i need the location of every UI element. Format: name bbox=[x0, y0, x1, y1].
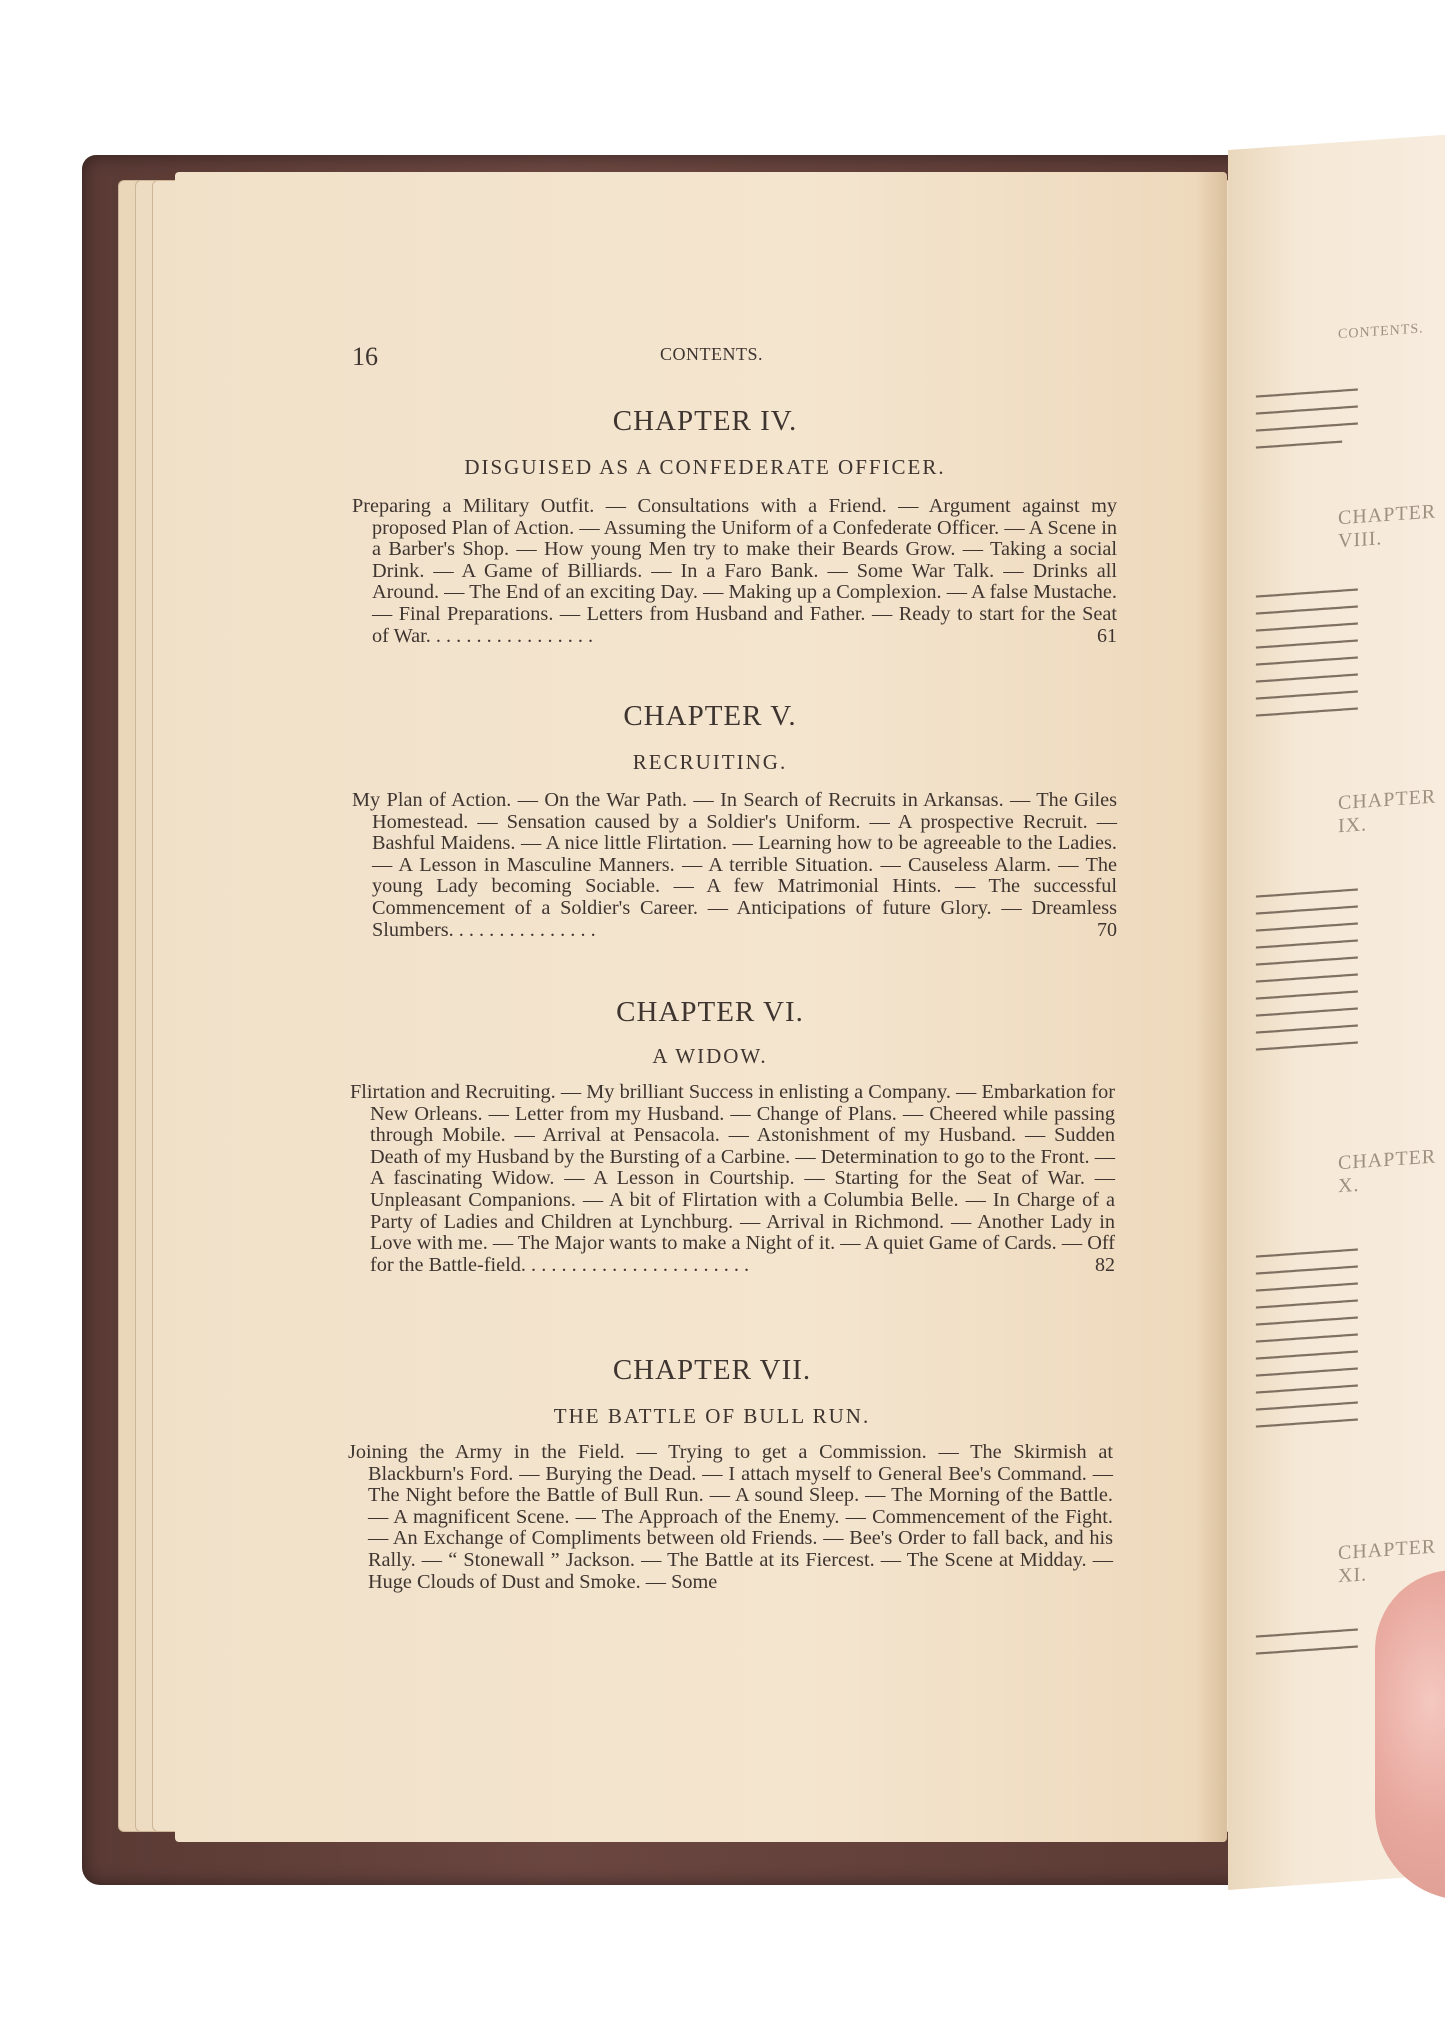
facing-text-block: ━━━━━━━━━━━━━ ━━━━━━━━━━━━━ ━━━━━━━━━━━━━ ━━━━━━━━━━━ bbox=[1256, 381, 1358, 456]
chapter-summary bbox=[348, 1442, 1113, 1593]
chapter-summary bbox=[352, 496, 1117, 647]
chapter-summary bbox=[350, 1082, 1115, 1276]
chapter-subtitle: RECRUITING. bbox=[632, 750, 788, 774]
facing-chapter-head: CHAPTER VIII. bbox=[1338, 500, 1437, 553]
chapter-summary-text: My Plan of Action. — On the War Path. — In Search of Recruits in Arkansas. — The Giles Homestead. — Sensation caused by a Soldier's Uniform. — A prospective Recruit. — Bashful Maidens. — A nice little Flirtation. — Learning how to be agreeable to the Ladies. — A Lesson in Masculine Manners. — A terrible Situation. — Causeless Alarm. — The young Lady becoming Sociable. — A few Matrimonial Hints. — The successful Commencement of a Soldier's Career. — Anticipations of future Glory. — Dreamless Slumbers. . . . . . . . . . . . . . . bbox=[352, 789, 1117, 941]
chapter-title: CHAPTER VI. bbox=[616, 996, 804, 1028]
facing-text-block: ━━━━━━━━━━━━━ ━━━━━━━━━━━━━ ━━━━━━━━━━━━━ ━━━━━━━━━━━━━ ━━━━━━━━━━━━━ ━━━━━━━━━━━━━ ━━━━━━━━━━━━━ ━━━━━━━━━━━━━ ━━━━━━━━━━━━━ ━━━━━━━━━━━━━ bbox=[1256, 881, 1358, 1058]
running-head: CONTENTS. bbox=[660, 344, 763, 364]
chapter-subtitle: DISGUISED AS A CONFEDERATE OFFICER. bbox=[464, 455, 946, 479]
chapter-summary-text: Flirtation and Recruiting. — My brilliant Success in enlisting a Company. — Embarkation for New Orleans. — Letter from my Husband. — Change of Plans. — Cheered while passing through Mobile. — Arrival at Pensacola. — Astonishment of my Husband. — Sudden Death of my Husband by the Bursting of a Carbine. — Determination to go to the Front. — A fascinating Widow. — A Lesson in Courtship. — Starting for the Seat of War. — Unpleasant Companions. — A bit of Flirtation with a Columbia Belle. — In Charge of a Party of Ladies and Children at Lynchburg. — Arrival in Richmond. — Another Lady in Love with me. — The Major wants to make a Night of it. — A quiet Game of Cards. — Off for the Battle-field. . . . . . . . . . . . . . . . . . . . . . . bbox=[350, 1081, 1115, 1276]
facing-running-head: CONTENTS. bbox=[1338, 321, 1424, 343]
chapter-title: CHAPTER VII. bbox=[612, 1354, 812, 1386]
chapter-summary bbox=[352, 790, 1117, 941]
thumb bbox=[1375, 1570, 1445, 1900]
facing-chapter-head: CHAPTER IX. bbox=[1338, 785, 1437, 838]
chapter-summary-text: Preparing a Military Outfit. — Consultations with a Friend. — Argument against my proposed Plan of Action. — Assuming the Uniform of a Confederate Officer. — A Scene in a Barber's Shop. — How young Men try to make their Beards Grow. — Taking a social Drink. — A Game of Billiards. — In a Faro Bank. — Some War Talk. — Drinks all Around. — The End of an exciting Day. — Making up a Complexion. — A false Mustache. — Final Preparations. — Letters from Husband and Father. — Ready to start for the Seat of War. . . . . . . . . . . . . . . . . bbox=[352, 495, 1117, 647]
facing-text-block: ━━━━━━━━━━━━━ ━━━━━━━━━━━━━ ━━━━━━━━━━━━━ ━━━━━━━━━━━━━ ━━━━━━━━━━━━━ ━━━━━━━━━━━━━ ━━━━━━━━━━━━━ ━━━━━━━━━━━━━ ━━━━━━━━━━━━━ ━━━━━━━━━━━━━ ━━━━━━━━━━━━━ bbox=[1256, 1241, 1358, 1435]
chapter-summary-text: Joining the Army in the Field. — Trying to get a Commission. — The Skirmish at Blackburn's Ford. — Burying the Dead. — I attach myself to General Bee's Command. — The Night before the Battle of Bull Run. — A sound Sleep. — The Morning of the Battle. — A magnificent Scene. — The Approach of the Enemy. — Commencement of the Fight. — An Exchange of Compliments between old Friends. — Bee's Order to fall back, and his Rally. — “ Stonewall ” Jackson. — The Battle at its Fiercest. — The Scene at Midday. — Huge Clouds of Dust and Smoke. — Some bbox=[348, 1441, 1113, 1593]
facing-chapter-head: CHAPTER XI. bbox=[1338, 1535, 1437, 1588]
facing-chapter-head: CHAPTER X. bbox=[1338, 1145, 1437, 1198]
facing-text-block: ━━━━━━━━━━━━━ ━━━━━━━━━━━━━ ━━━━━━━━━━━━━ ━━━━━━━━━━━━━ ━━━━━━━━━━━━━ ━━━━━━━━━━━━━ ━━━━━━━━━━━━━ ━━━━━━━━━━━━━ bbox=[1256, 581, 1358, 724]
chapter-title: CHAPTER IV. bbox=[612, 405, 798, 437]
page-number: 16 bbox=[352, 342, 378, 371]
chapter-title: CHAPTER V. bbox=[623, 700, 797, 732]
chapter-page-ref: 61 bbox=[1097, 624, 1117, 647]
facing-text-block: ━━━━━━━━━━━━━ ━━━━━━━━━━━━━ bbox=[1256, 1621, 1358, 1662]
chapter-subtitle: THE BATTLE OF BULL RUN. bbox=[553, 1404, 871, 1428]
chapter-page-ref: 82 bbox=[1095, 1253, 1115, 1276]
chapter-subtitle: A WIDOW. bbox=[652, 1044, 768, 1068]
chapter-page-ref: 70 bbox=[1097, 918, 1117, 941]
